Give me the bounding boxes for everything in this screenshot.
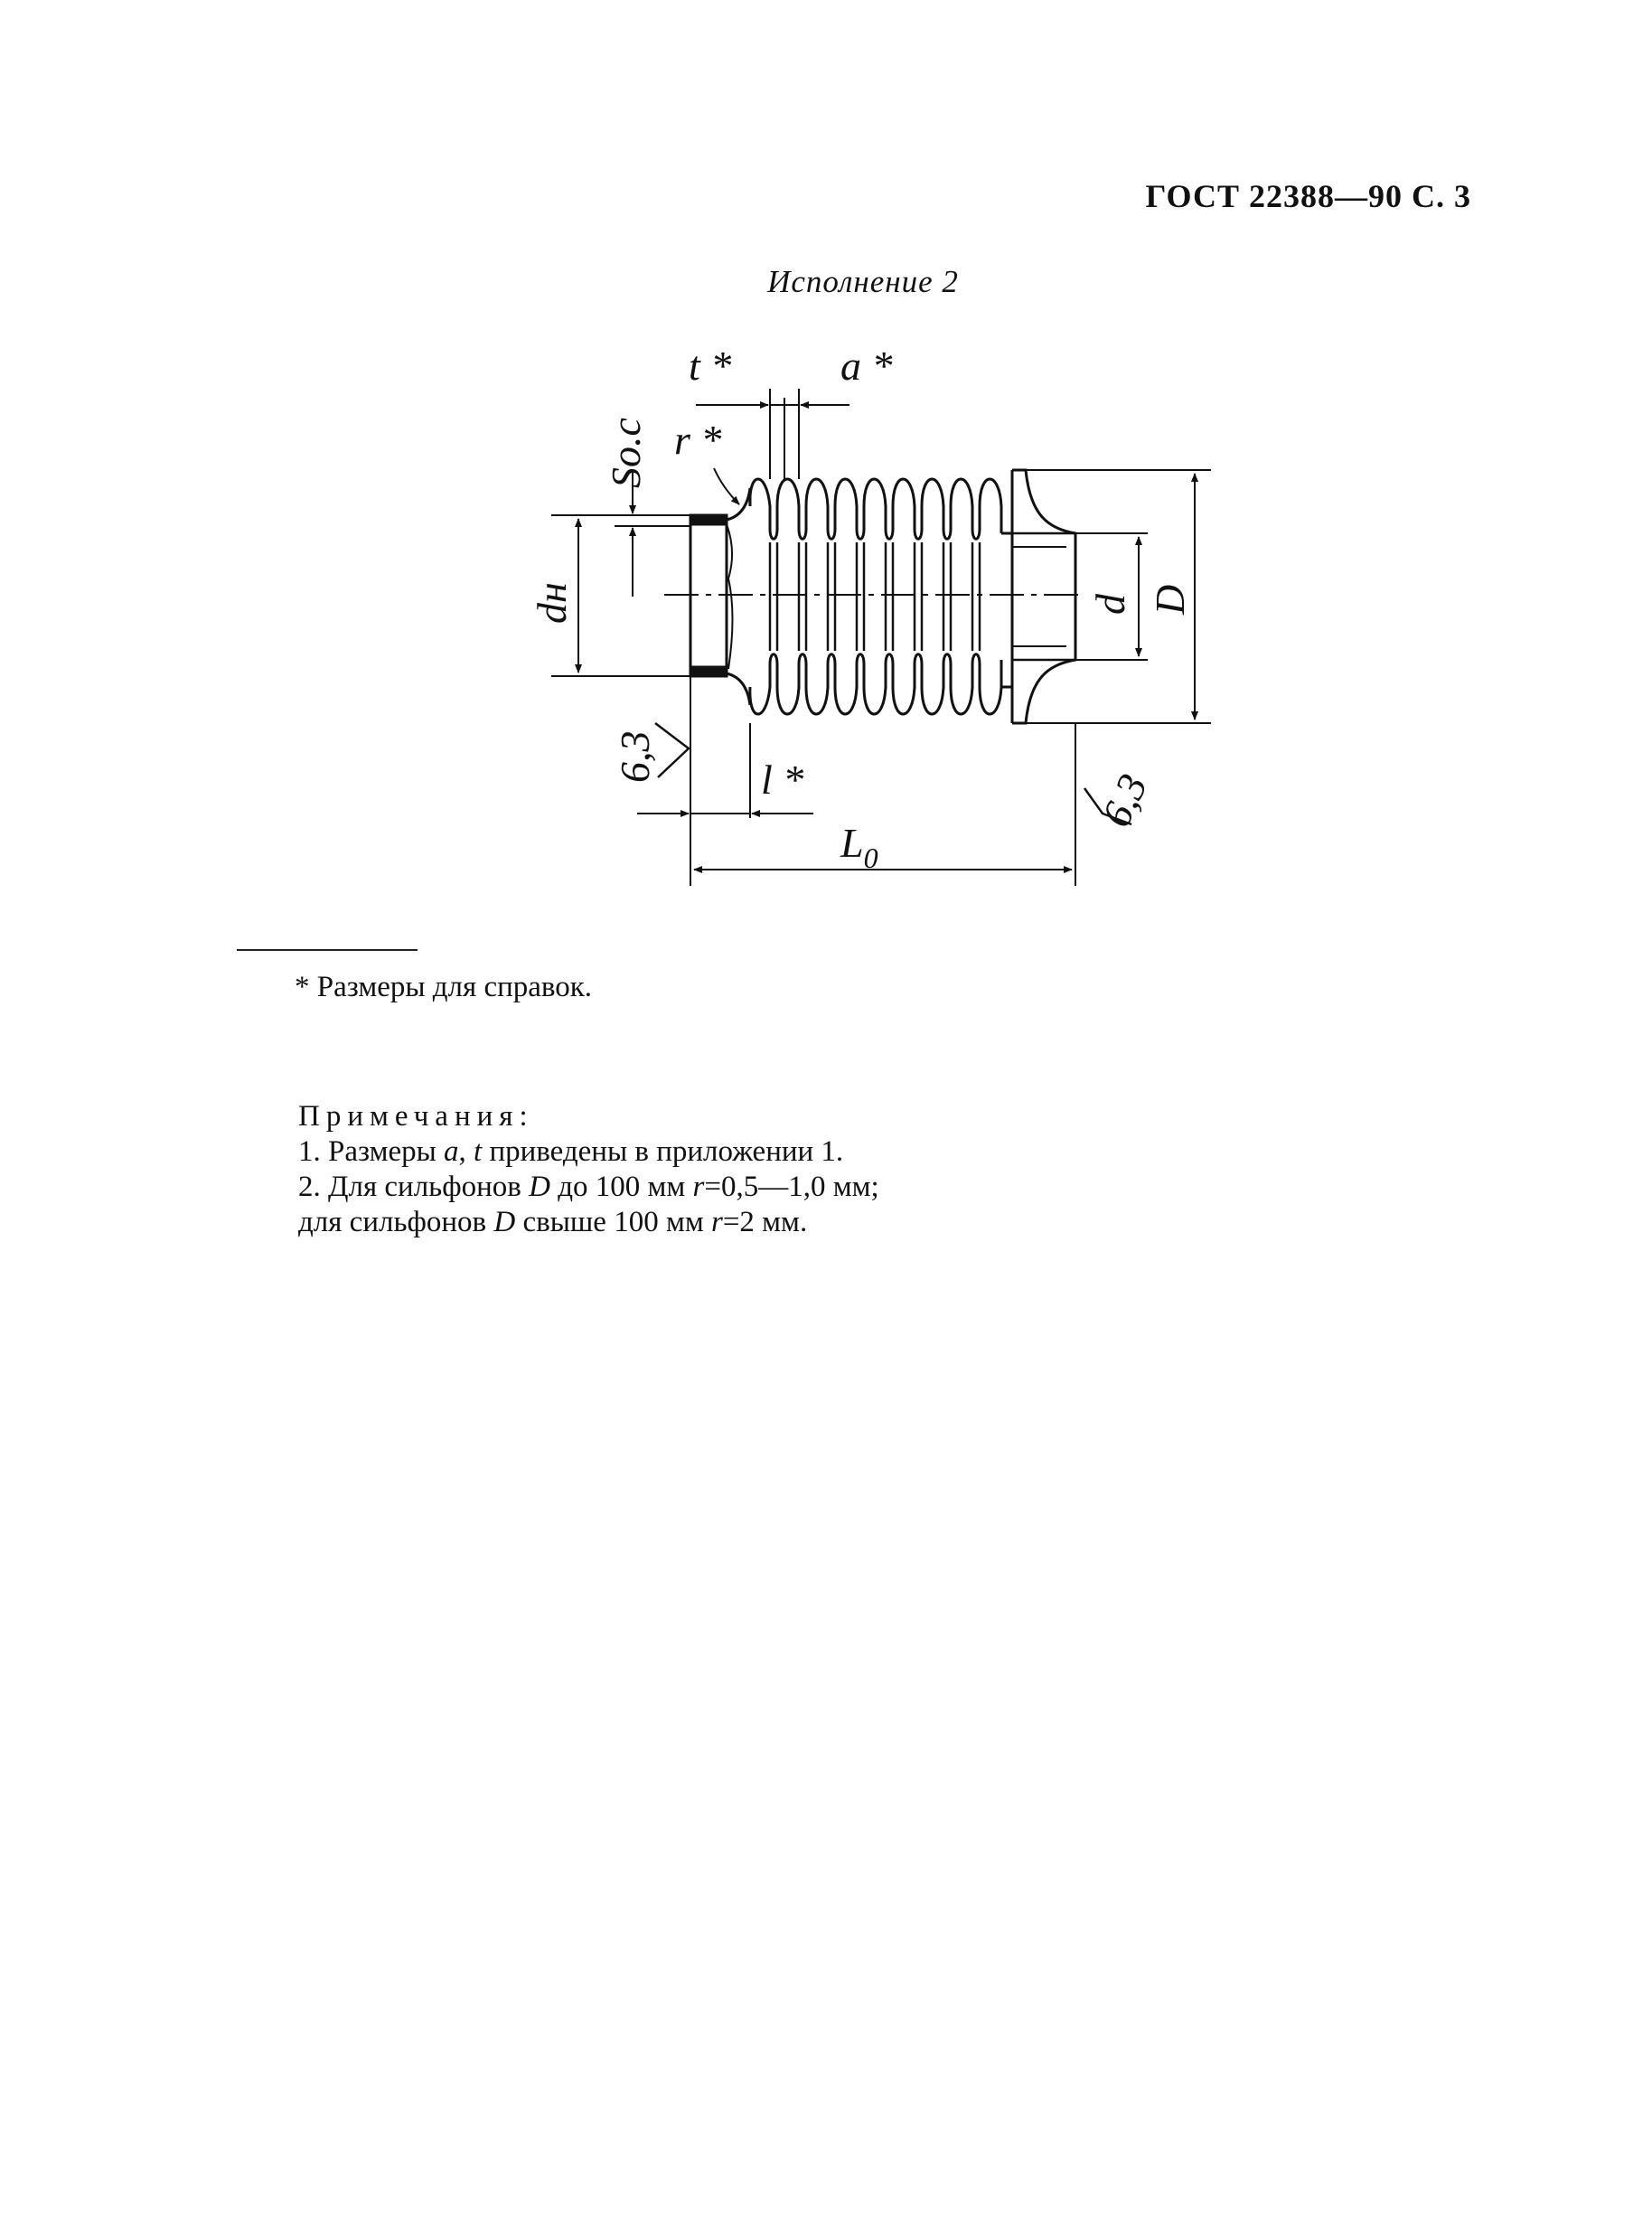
label-t: t *: [689, 343, 732, 389]
note-item-1: 1. Размеры a, t приведены в приложении 1.: [298, 1135, 844, 1168]
label-d: d: [1087, 594, 1133, 615]
label-a: a *: [840, 343, 893, 389]
left-flange: [690, 488, 750, 705]
label-s: Sо.с: [603, 418, 649, 488]
drawing-labels: [529, 343, 1193, 874]
label-r: r *: [674, 417, 722, 463]
label-L: $L_0$: [840, 820, 878, 874]
note-item-2: 2. Для сильфонов D до 100 мм r=0,5—1,0 мм;: [298, 1171, 879, 1203]
variant-title: Исполнение 2: [767, 264, 959, 299]
footnote: * Размеры для справок.: [295, 971, 593, 1003]
right-end-piece: [1001, 470, 1075, 723]
roughness-symbols: [655, 723, 1131, 824]
note-item-3: для сильфонов D свыше 100 мм r=2 мм.: [298, 1206, 808, 1238]
notes-heading: Примечания:: [298, 1100, 534, 1133]
footnote-rule: [237, 949, 418, 951]
label-rough-left: 6,3: [612, 730, 658, 783]
bellows-drawing: [0, 0, 1652, 994]
label-rough-right: 6,3: [1092, 767, 1157, 834]
label-l: l *: [761, 757, 804, 803]
bellows-convolutions: [750, 479, 1001, 714]
label-dh: dн: [529, 582, 575, 624]
roughness-left-symbol: [655, 723, 689, 777]
label-D: D: [1147, 584, 1193, 615]
notes-block: [298, 1099, 879, 1240]
page-header: ГОСТ 22388—90 С. 3: [1145, 178, 1471, 214]
